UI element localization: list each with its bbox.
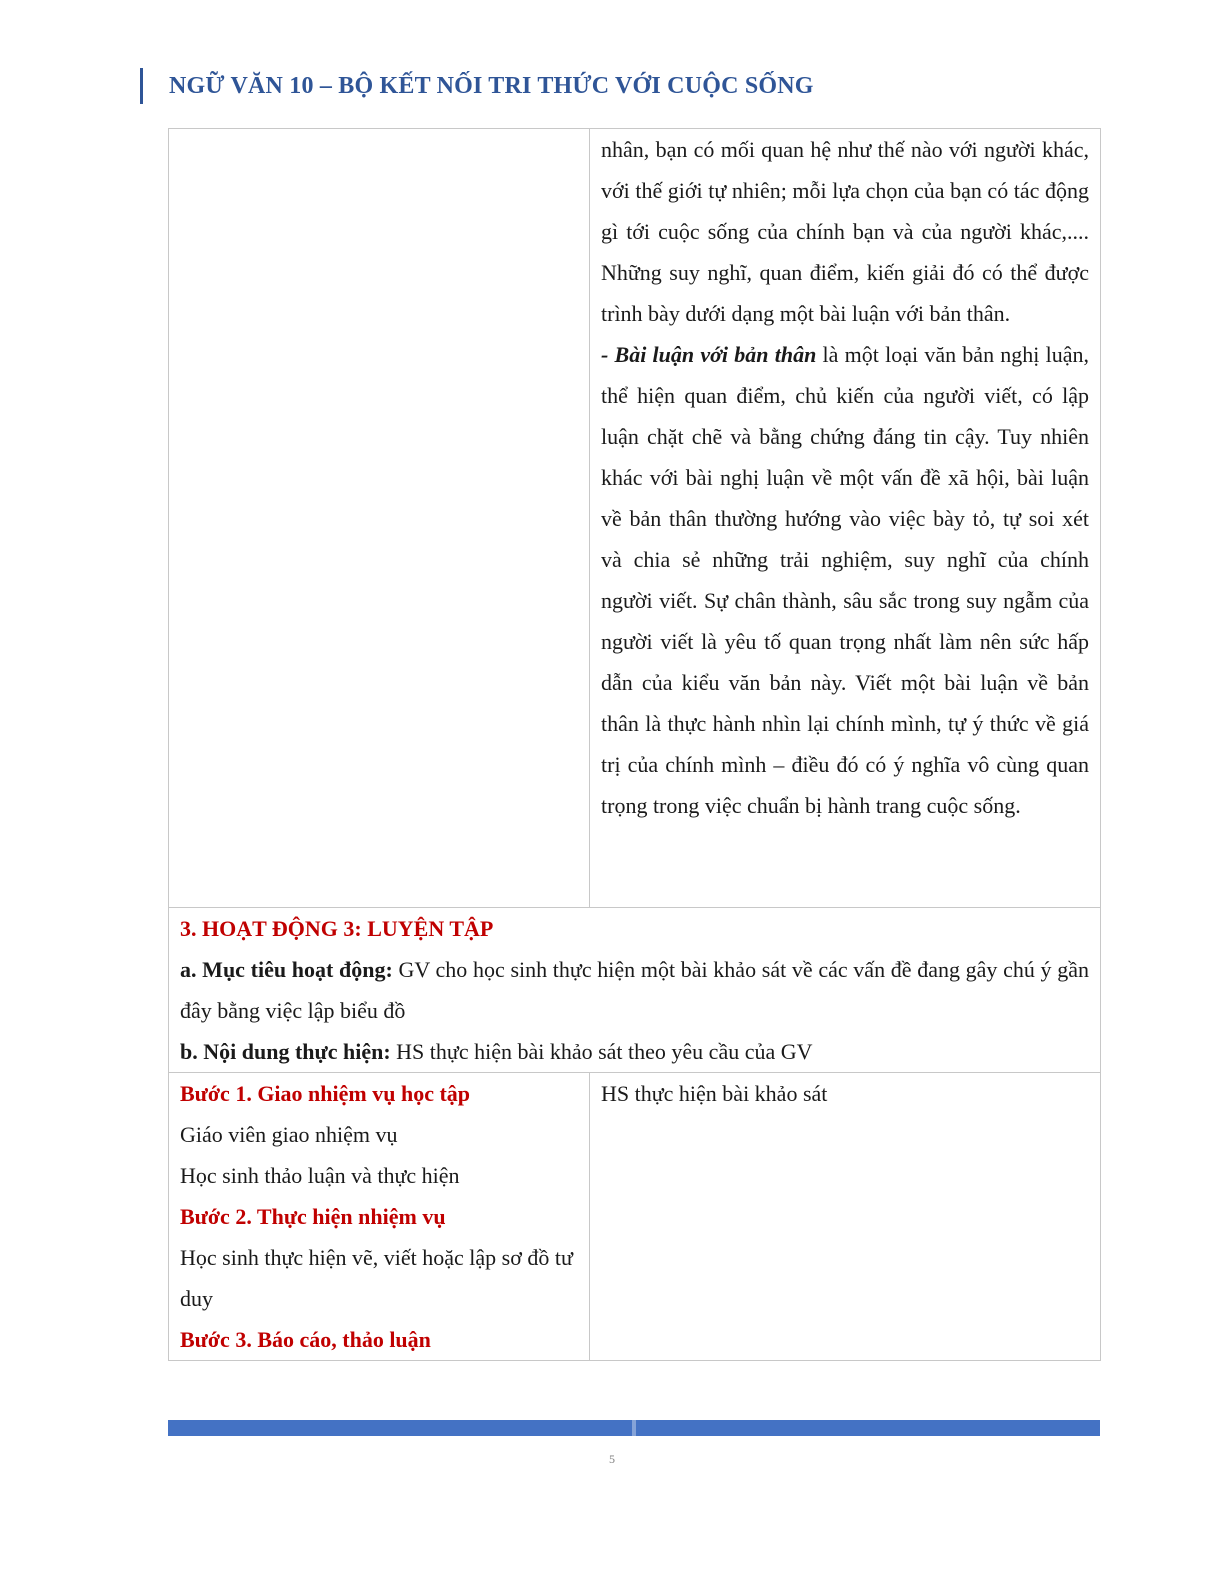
activity-cell <box>169 908 1101 1073</box>
survey-text: HS thực hiện bài khảo sát <box>601 1081 828 1106</box>
page-header-title: NGỮ VĂN 10 – BỘ KẾT NỐI TRI THỨC VỚI CUỘC SỐNG <box>140 68 814 104</box>
footer-bar <box>168 1420 1100 1436</box>
row1-left-cell <box>169 129 590 908</box>
step3-title: Bước 3. Báo cáo, thảo luận <box>180 1327 431 1352</box>
content-text: HS thực hiện bài khảo sát theo yêu cầu của GV <box>390 1039 813 1064</box>
essay-definition-paragraph <box>601 334 1089 826</box>
steps-right-cell <box>590 1073 1101 1361</box>
step1-line1: Giáo viên giao nhiệm vụ <box>180 1122 398 1147</box>
activity-content <box>180 1031 1089 1072</box>
essay-intro-paragraph: nhân, bạn có mối quan hệ như thế nào với người khác, với thế giới tự nhiên; mỗi lựa chọn của bạn có tác động gì tới cuộc sống của chính bạn và của người khác,.... Những suy nghĩ, quan điểm, kiến giải đó có thể được trình bày dưới dạng một bài luận với bản thân. <box>601 137 1089 326</box>
table-row <box>169 908 1101 1073</box>
goal-label: a. Mục tiêu hoạt động: <box>180 957 393 982</box>
step1-title: Bước 1. Giao nhiệm vụ học tập <box>180 1081 471 1106</box>
step1-line2: Học sinh thảo luận và thực hiện <box>180 1163 460 1188</box>
step2-title: Bước 2. Thực hiện nhiệm vụ <box>180 1204 446 1229</box>
essay-term-label: - Bài luận với bản thân <box>601 342 817 367</box>
activity-heading: 3. HOẠT ĐỘNG 3: LUYỆN TẬP <box>180 916 494 941</box>
content-label: b. Nội dung thực hiện: <box>180 1039 391 1064</box>
table-row <box>169 129 1101 908</box>
essay-definition-text: là một loại văn bản nghị luận, thể hiện quan điểm, chủ kiến của người viết, có lập luận chặt chẽ và bằng chứng đáng tin cậy. Tuy nhiên khác với bài nghị luận về một vấn đề xã hội, bài luận về bản thân thường hướng vào việc bày tỏ, tự soi xét và chia sẻ những trải nghiệm, suy nghĩ của chính người viết. Sự chân thành, sâu sắc trong suy ngẫm của người viết là yêu tố quan trọng nhất làm nên sức hấp dẫn của kiểu văn bản này. Viết một bài luận về bản thân là thực hành nhìn lại chính mình, tự ý thức về giá trị của chính mình – điều đó có ý nghĩa vô cùng quan trọng trong việc chuẩn bị hành trang cuộc sống. <box>601 342 1090 818</box>
step2-line1: Học sinh thực hiện vẽ, viết hoặc lập sơ đồ tư duy <box>180 1245 573 1311</box>
steps-left-cell <box>169 1073 590 1361</box>
table-row <box>169 1073 1101 1361</box>
goal-text: GV cho học sinh thực hiện một bài khảo sát về các vấn đề đang gây chú ý gần đây bằng việc lập biểu đồ <box>180 957 1089 1023</box>
activity-goal <box>180 949 1089 1031</box>
footer-bar-divider <box>632 1420 636 1436</box>
lesson-table <box>168 128 1101 1361</box>
row1-right-cell <box>590 129 1101 908</box>
page-number: 5 <box>609 1452 615 1466</box>
